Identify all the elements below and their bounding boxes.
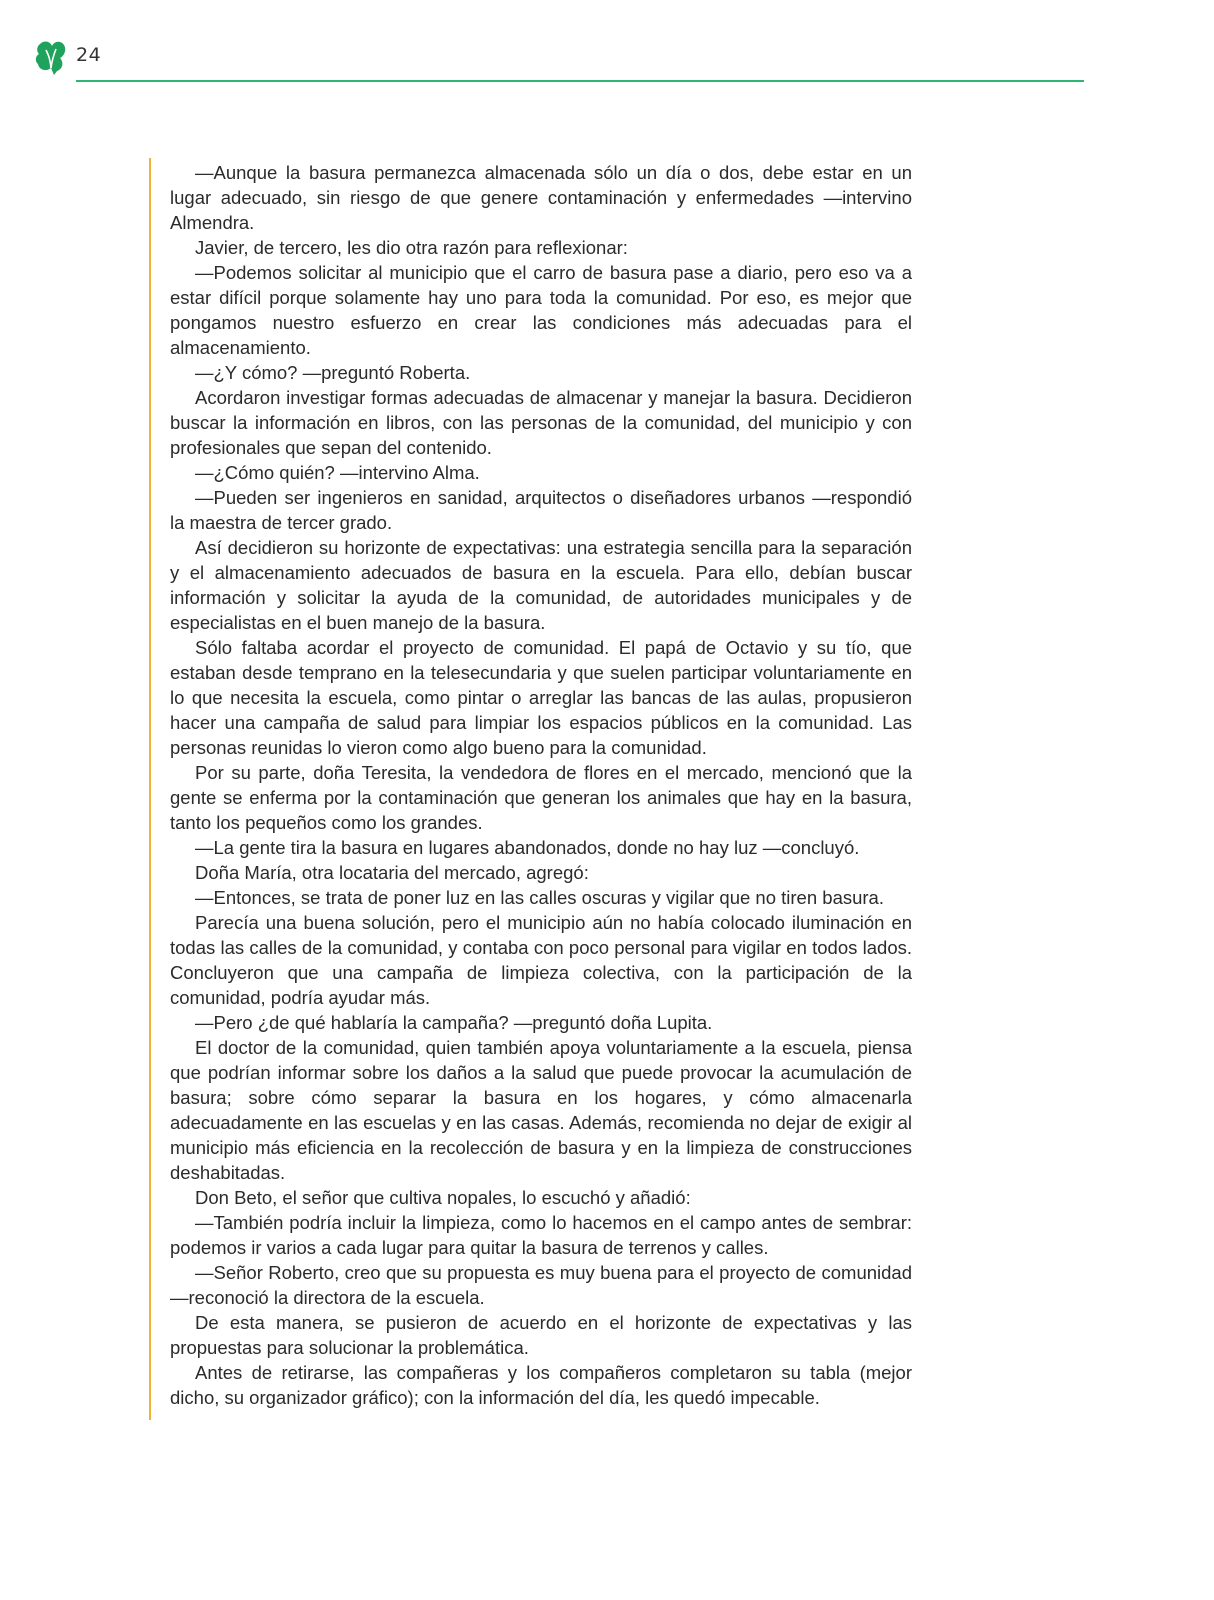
paragraph: —Podemos solicitar al municipio que el carro de basura pase a diario, pero eso va a estar difícil porque solamente hay uno para toda la comunidad. Por eso, es mejor que pongamos nuestro esfuerzo en crear las condiciones más adecuadas para el almacenamiento. (170, 262, 912, 358)
paragraph: De esta manera, se pusieron de acuerdo en el horizonte de expectativas y las propuestas para solucionar la problemática. (170, 1312, 912, 1358)
body-text (170, 160, 912, 1410)
paragraph: —También podría incluir la limpieza, como lo hacemos en el campo antes de sembrar: podemos ir varios a cada lugar para quitar la basura de terrenos y calles. (170, 1212, 912, 1258)
paragraph: Parecía una buena solución, pero el municipio aún no había colocado iluminación en todas las calles de la comunidad, y contaba con poco personal para vigilar en todos lados. Concluyeron que una campaña de limpieza colectiva, con la participación de la comunidad, podría ayudar más. (170, 912, 912, 1008)
paragraph: Doña María, otra locataria del mercado, agregó: (195, 862, 589, 883)
paragraph: El doctor de la comunidad, quien también apoya voluntariamente a la escuela, piensa que podrían informar sobre los daños a la salud que puede provocar la acumulación de basura; sobre cómo separar la basura en los hogares, y cómo almacenarla adecuadamente en las escuelas y en las casas. Además, recomienda no dejar de exigir al municipio más eficiencia en la recolección de basura y en la limpieza de construcciones deshabitadas. (170, 1037, 912, 1183)
paragraph: Así decidieron su horizonte de expectativas: una estrategia sencilla para la separación y el almacenamiento adecuados de basura en la escuela. Para ello, debían buscar información y solicitar la ayuda de la comunidad, de autoridades municipales y de especialistas en el buen manejo de la basura. (170, 537, 912, 633)
paragraph: —Aunque la basura permanezca almacenada sólo un día o dos, debe estar en un lugar adecuado, sin riesgo de que genere contaminación y enfermedades —intervino Almendra. (170, 162, 912, 233)
paragraph: Acordaron investigar formas adecuadas de almacenar y manejar la basura. Decidieron buscar la información en libros, con las personas de la comunidad, del municipio y con profesionales que sepan del contenido. (170, 387, 912, 458)
paragraph: —¿Cómo quién? —intervino Alma. (195, 462, 480, 483)
header-divider (76, 80, 1084, 82)
paragraph: Don Beto, el señor que cultiva nopales, lo escuchó y añadió: (195, 1187, 691, 1208)
paragraph: Por su parte, doña Teresita, la vendedora de flores en el mercado, mencionó que la gente se enferma por la contaminación que generan los animales que hay en la basura, tanto los pequeños como los grandes. (170, 762, 912, 833)
green-leaf-logo-icon (34, 38, 68, 76)
paragraph: —Señor Roberto, creo que su propuesta es muy buena para el proyecto de comunidad —reconoció la directora de la escuela. (170, 1262, 912, 1308)
paragraph: —Pueden ser ingenieros en sanidad, arquitectos o diseñadores urbanos —respondió la maestra de tercer grado. (170, 487, 912, 533)
paragraph: —¿Y cómo? —preguntó Roberta. (195, 362, 471, 383)
paragraph: —La gente tira la basura en lugares abandonados, donde no hay luz —concluyó. (195, 837, 860, 858)
paragraph: —Entonces, se trata de poner luz en las calles oscuras y vigilar que no tiren basura. (195, 887, 884, 908)
paragraph: Antes de retirarse, las compañeras y los compañeros completaron su tabla (mejor dicho, su organizador gráfico); con la información del día, les quedó impecable. (170, 1362, 912, 1408)
paragraph: —Pero ¿de qué hablaría la campaña? —preguntó doña Lupita. (195, 1012, 713, 1033)
margin-accent-bar (149, 158, 151, 1420)
paragraph: Javier, de tercero, les dio otra razón para reflexionar: (195, 237, 628, 258)
paragraph: Sólo faltaba acordar el proyecto de comunidad. El papá de Octavio y su tío, que estaban desde temprano en la telesecundaria y que suelen participar voluntariamente en lo que necesita la escuela, como pintar o arreglar las bancas de las aulas, propusieron hacer una campaña de salud para limpiar los espacios públicos en la comunidad. Las personas reunidas lo vieron como algo bueno para la comunidad. (170, 637, 912, 758)
page-number: 24 (76, 44, 102, 66)
page-header (0, 0, 1214, 90)
